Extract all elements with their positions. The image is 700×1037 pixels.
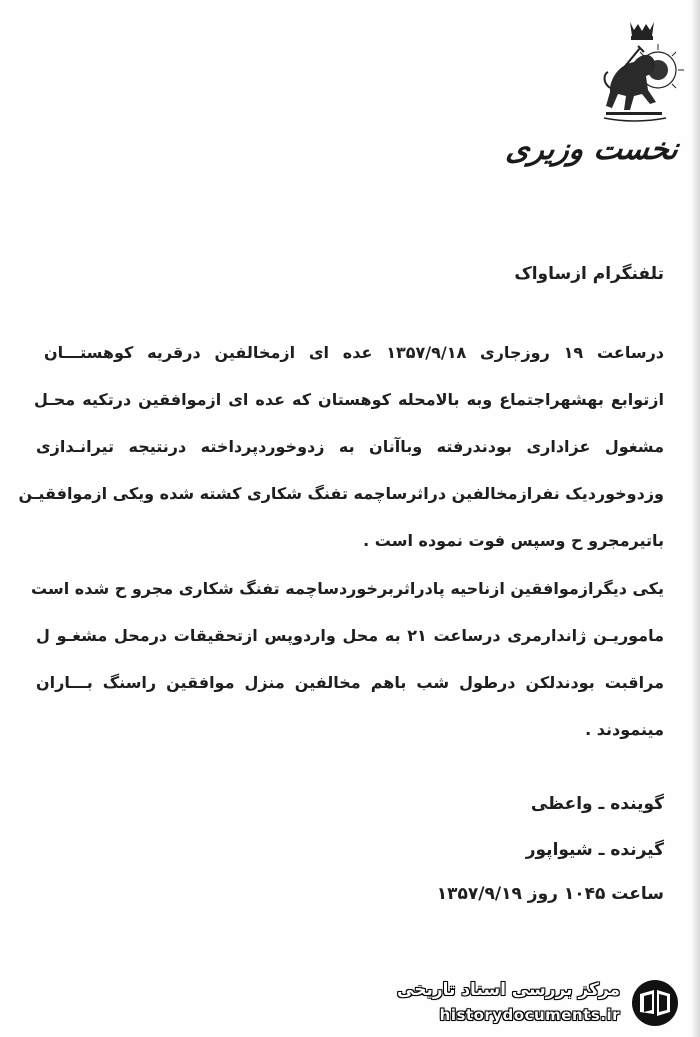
paragraph-line-5: باتیرمجرو ح وسپس فوت نموده است . [363,531,664,550]
paragraph-line-6: یکی دیگرازموافقین ازناحیه پادراثربرخوردساچمه تفنگ شکاری مجرو ح شده است [31,579,664,598]
footer-url: historydocuments.ir [439,1006,620,1024]
paragraph-line-9: مینمودند . [585,720,664,739]
office-name: نخست وزیری [503,132,681,167]
document-title: تلفنگرام ازساواک [514,264,664,284]
paragraph-line-8: مراقبت بودندلکن درطول شب باهم مخالفین منزل موافقین راسنگ بـــاران [36,673,664,692]
paragraph-line-7: ماموریـن ژاندارمری درساعت ۲۱ به محل واردوپس ازتحقیقات درمحل مشغـو ل [36,626,665,645]
watermark-footer [380,972,680,1032]
book-logo-icon [630,978,680,1028]
scan-edge-shadow [690,0,700,1037]
paragraph-line-4: وزدوخوردیک نفرازمخالفین دراثرساچمه تفنگ شکاری کشته شده ویکی ازموافقیـن [18,484,664,503]
speaker-line: گوینده ـ واعظی [530,794,664,814]
time-line: ساعت ۱۰۴۵ روز ۱۳۵۷/۹/۱۹ [436,884,664,904]
receiver-line: گیرنده ـ شیواپور [525,840,664,860]
lion-and-sun-emblem-icon [600,18,686,126]
paragraph-line-2: ازتوابع بهشهراجتماع وبه بالامحله کوهستان که عده ای ازموافقین درتکیه محـل [34,390,664,409]
footer-center-name: مرکز بررسی اسناد تاریخی [397,980,620,1000]
paragraph-line-3: مشغول عزاداری بودندرفته وباآنان به زدوخوردپرداخته درنتیجه تیرانـدازی [36,437,664,456]
paragraph-line-1: درساعت ۱۹ روزجاری ۱۳۵۷/۹/۱۸ عده ای ازمخالفین درقریه کوهستـــان [44,343,664,362]
